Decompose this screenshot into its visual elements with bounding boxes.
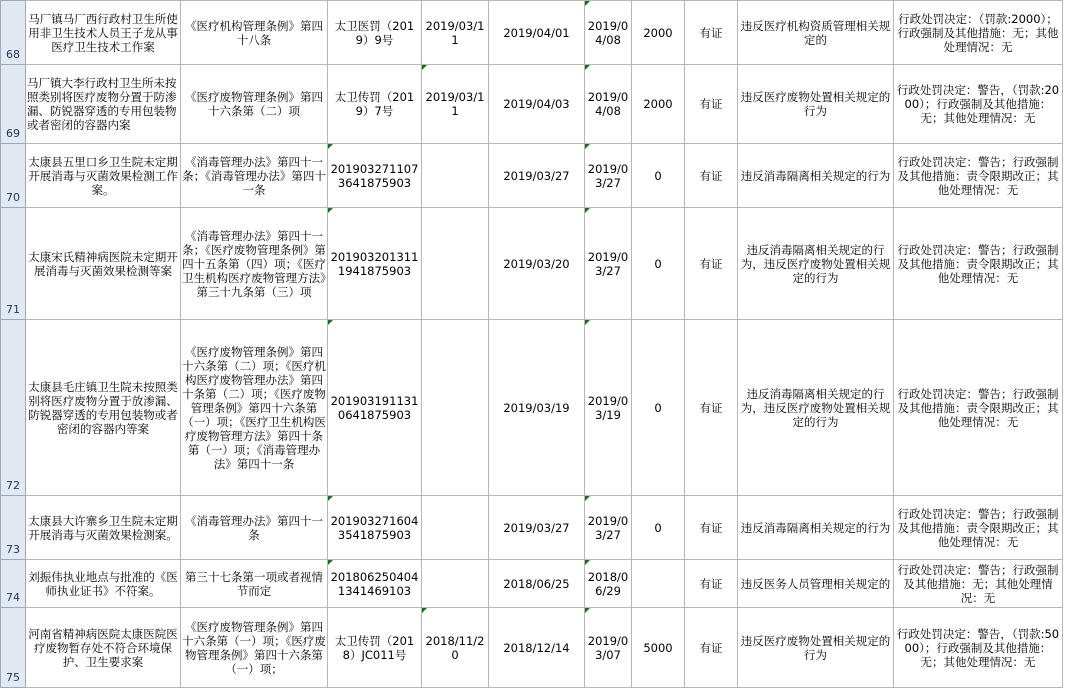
- cert-cell[interactable]: 有证: [685, 144, 738, 208]
- case-name-cell[interactable]: 马厂镇大李行政村卫生所未按照类别将医疗废物分置于防渗漏、防锐器穿透的专用包装物或者密闭的容器内案: [26, 65, 181, 144]
- case-name-cell[interactable]: 太康宋氏精神病医院未定期开展消毒与灭菌效果检测等案: [26, 208, 181, 320]
- table-row[interactable]: [1, 320, 1063, 496]
- date2-cell[interactable]: 2019/03/27: [489, 144, 585, 208]
- row-header[interactable]: 68: [1, 1, 26, 65]
- document-number-cell[interactable]: 2019032716043541875903: [328, 496, 422, 560]
- amount-cell[interactable]: [632, 560, 685, 608]
- date2-cell[interactable]: 2019/03/20: [489, 208, 585, 320]
- document-number-cell[interactable]: 太卫医罚（2019）9号: [328, 1, 422, 65]
- violation-cell[interactable]: 违反医疗废物处置相关规定的行为: [738, 65, 894, 144]
- date2-cell[interactable]: 2019/03/27: [489, 496, 585, 560]
- date2-cell[interactable]: 2019/03/19: [489, 320, 585, 496]
- cert-cell[interactable]: 有证: [685, 65, 738, 144]
- table-row[interactable]: [1, 608, 1063, 688]
- legal-basis-cell[interactable]: 《消毒管理办法》第四十一条；《消毒管理办法》第四十一条: [181, 144, 328, 208]
- violation-cell[interactable]: 违反医疗废物处置相关规定的行为: [738, 608, 894, 688]
- table-row[interactable]: [1, 144, 1063, 208]
- date1-cell[interactable]: 2019/03/11: [422, 1, 489, 65]
- penalty-cell[interactable]: 行政处罚决定：警告；行政强制及其他措施：责令限期改正；其他处理情况：无: [894, 144, 1063, 208]
- date1-cell[interactable]: [422, 496, 489, 560]
- penalty-cell[interactable]: 行政处罚决定：（罚款:2000）；行政强制及其他措施：无；其他处理情况：无: [894, 1, 1063, 65]
- cert-cell[interactable]: 有证: [685, 560, 738, 608]
- row-header[interactable]: 71: [1, 208, 26, 320]
- date3-cell[interactable]: 2019/03/07: [585, 608, 632, 688]
- date1-cell[interactable]: 2018/11/20: [422, 608, 489, 688]
- case-name-cell[interactable]: 河南省精神病医院太康医院医疗废物暂存处不符合环境保护、卫生要求案: [26, 608, 181, 688]
- table-row[interactable]: [1, 496, 1063, 560]
- penalty-cell[interactable]: 行政处罚决定：警告；行政强制及其他措施：责令限期改正；其他处理情况：无: [894, 320, 1063, 496]
- legal-basis-cell[interactable]: 《消毒管理办法》第四十一条；《医疗废物管理条例》第四十五条第（四）项；《医疗卫生机构医疗废物管理方法》第三十九条第（三）项: [181, 208, 328, 320]
- date3-cell[interactable]: 2019/03/27: [585, 144, 632, 208]
- cert-cell[interactable]: 有证: [685, 496, 738, 560]
- date3-cell[interactable]: 2018/06/29: [585, 560, 632, 608]
- date1-cell[interactable]: [422, 144, 489, 208]
- date1-cell[interactable]: [422, 560, 489, 608]
- amount-cell[interactable]: 0: [632, 496, 685, 560]
- violation-cell[interactable]: 违反医疗机构资质管理相关规定的: [738, 1, 894, 65]
- row-header[interactable]: 72: [1, 320, 26, 496]
- table-row[interactable]: [1, 65, 1063, 144]
- case-name-cell[interactable]: 太康县毛庄镇卫生院未按照类别将医疗废物分置于放渗漏、防锐器穿透的专用包装物或者密闭的容器内等案: [26, 320, 181, 496]
- date3-cell[interactable]: 2019/03/27: [585, 208, 632, 320]
- case-name-cell[interactable]: 刘振伟执业地点与批准的《医师执业证书》不符案。: [26, 560, 181, 608]
- row-header[interactable]: 70: [1, 144, 26, 208]
- document-number-cell[interactable]: 太卫传罚（2018）JC011号: [328, 608, 422, 688]
- legal-basis-cell[interactable]: 《医疗废物管理条例》第四十六条第（二）项: [181, 65, 328, 144]
- amount-cell[interactable]: 0: [632, 208, 685, 320]
- document-number-cell[interactable]: 2019032013111941875903: [328, 208, 422, 320]
- amount-cell[interactable]: 2000: [632, 65, 685, 144]
- penalty-cell[interactable]: 行政处罚决定：警告；行政强制及其他措施：责令限期改正；其他处理情况：无: [894, 208, 1063, 320]
- row-header[interactable]: 75: [1, 608, 26, 688]
- amount-cell[interactable]: 0: [632, 144, 685, 208]
- violation-cell[interactable]: 违反消毒隔离相关规定的行为: [738, 496, 894, 560]
- date2-cell[interactable]: 2018/06/25: [489, 560, 585, 608]
- document-number-cell[interactable]: 2019032711073641875903: [328, 144, 422, 208]
- legal-basis-cell[interactable]: 《医疗废物管理条例》第四十六条第（一）项；《医疗废物管理条例》第四十六条第（一）项；: [181, 608, 328, 688]
- date3-cell[interactable]: 2019/04/08: [585, 1, 632, 65]
- case-name-cell[interactable]: 太康县五里口乡卫生院未定期开展消毒与灭菌效果检测工作案。: [26, 144, 181, 208]
- table-row[interactable]: [1, 560, 1063, 608]
- document-number-cell[interactable]: 2018062504041341469103: [328, 560, 422, 608]
- date2-cell[interactable]: 2018/12/14: [489, 608, 585, 688]
- table-row[interactable]: [1, 208, 1063, 320]
- document-number-cell[interactable]: 太卫传罚（2019）7号: [328, 65, 422, 144]
- cert-cell[interactable]: 有证: [685, 208, 738, 320]
- row-header[interactable]: 73: [1, 496, 26, 560]
- penalty-cell[interactable]: 行政处罚决定：警告，（罚款:2000）；行政强制及其他措施：无；其他处理情况：无: [894, 65, 1063, 144]
- amount-cell[interactable]: 2000: [632, 1, 685, 65]
- cert-cell[interactable]: 有证: [685, 1, 738, 65]
- row-header[interactable]: 74: [1, 560, 26, 608]
- amount-cell[interactable]: 5000: [632, 608, 685, 688]
- violation-cell[interactable]: 违反医务人员管理相关规定的: [738, 560, 894, 608]
- date1-cell[interactable]: [422, 320, 489, 496]
- date3-cell[interactable]: 2019/03/27: [585, 496, 632, 560]
- legal-basis-cell[interactable]: 《医疗废物管理条例》第四十六条第（二）项；《医疗机构医疗废物管理办法》第四十条第（二）项；《医疗废物管理条例》第四十六条第（一）项；《医疗卫生机构医疗废物管理方法》第四十条第（一）项；《消毒管理办法》第四十一条: [181, 320, 328, 496]
- date1-cell[interactable]: 2019/03/11: [422, 65, 489, 144]
- cert-cell[interactable]: 有证: [685, 320, 738, 496]
- date3-cell[interactable]: 2019/04/08: [585, 65, 632, 144]
- document-number-cell[interactable]: 2019031911310641875903: [328, 320, 422, 496]
- date1-cell[interactable]: [422, 208, 489, 320]
- date3-cell[interactable]: 2019/03/19: [585, 320, 632, 496]
- legal-basis-cell[interactable]: 第三十七条第一项或者视情节而定: [181, 560, 328, 608]
- penalty-cell[interactable]: 行政处罚决定：警告，（罚款:5000）；行政强制及其他措施：无；其他处理情况：无: [894, 608, 1063, 688]
- date2-cell[interactable]: 2019/04/01: [489, 1, 585, 65]
- violation-cell[interactable]: 违反消毒隔离相关规定的行为: [738, 144, 894, 208]
- legal-basis-cell[interactable]: 《消毒管理办法》第四十一条: [181, 496, 328, 560]
- cert-cell[interactable]: 有证: [685, 608, 738, 688]
- row-header[interactable]: 69: [1, 65, 26, 144]
- table-row[interactable]: [1, 1, 1063, 65]
- violation-cell[interactable]: 违反消毒隔离相关规定的行为，违反医疗废物处置相关规定的行为: [738, 320, 894, 496]
- penalty-cell[interactable]: 行政处罚决定：警告；行政强制及其他措施：无；其他处理情况：无: [894, 560, 1063, 608]
- case-name-cell[interactable]: 马厂镇马厂西行政村卫生所使用非卫生技术人员王子龙从事医疗卫生技术工作案: [26, 1, 181, 65]
- violation-cell[interactable]: 违反消毒隔离相关规定的行为，违反医疗废物处置相关规定的行为: [738, 208, 894, 320]
- case-name-cell[interactable]: 太康县大许寨乡卫生院未定期开展消毒与灭菌效果检测案。: [26, 496, 181, 560]
- amount-cell[interactable]: 0: [632, 320, 685, 496]
- legal-basis-cell[interactable]: 《医疗机构管理条例》第四十八条: [181, 1, 328, 65]
- date2-cell[interactable]: 2019/04/03: [489, 65, 585, 144]
- penalty-cell[interactable]: 行政处罚决定：警告；行政强制及其他措施：责令限期改正；其他处理情况：无: [894, 496, 1063, 560]
